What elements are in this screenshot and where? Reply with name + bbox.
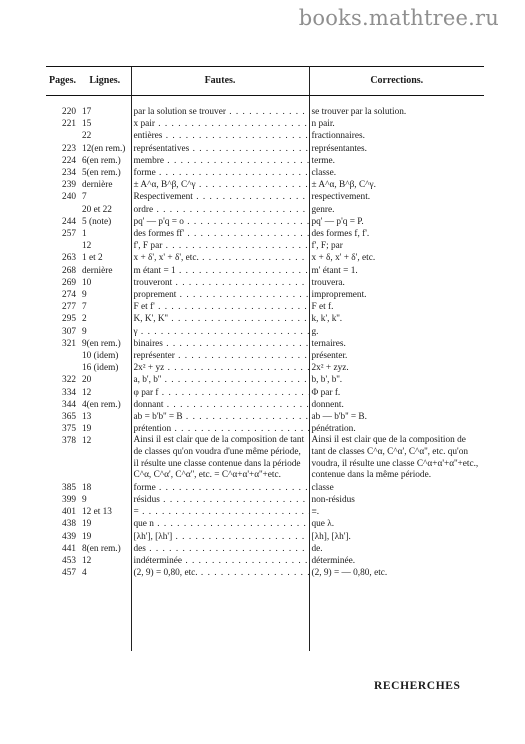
page-number: 441 — [62, 543, 76, 554]
page-number: 378 — [62, 436, 76, 447]
page-number: 224 — [62, 155, 76, 166]
header-faults: Fautes. — [131, 67, 309, 96]
fault-text: a, b', b'' — [133, 375, 162, 386]
fault-text: x + δ', x' + δ', etc. — [133, 253, 199, 264]
errata-row — [46, 277, 484, 289]
line-number: 15 — [82, 119, 92, 130]
line-number: 13 — [82, 412, 92, 423]
line-number: 20 — [82, 375, 92, 386]
errata-row — [46, 362, 484, 374]
errata-row — [46, 240, 484, 252]
line-number: 10 (idem) — [82, 351, 119, 362]
errata-row — [46, 411, 484, 423]
page-number: 223 — [62, 143, 76, 154]
page-number: 399 — [62, 495, 76, 506]
correction-text: pénétration. — [311, 424, 356, 435]
page-number: 277 — [62, 302, 76, 313]
correction-text: improprement. — [311, 290, 367, 301]
correction-text: ± A^α, B^β, C^γ. — [311, 180, 376, 191]
errata-row — [46, 482, 484, 494]
line-number: 2 — [82, 314, 87, 325]
page-number: 257 — [62, 229, 76, 240]
errata-row — [46, 506, 484, 518]
page-number: 263 — [62, 253, 76, 264]
line-number: 7 — [82, 192, 87, 203]
line-number: 9 — [82, 326, 87, 337]
errata-row — [46, 350, 484, 362]
correction-text: pq' — p'q = P. — [311, 216, 364, 227]
correction-text: k, k', k''. — [311, 314, 343, 325]
fault-text: F et f' — [133, 302, 155, 313]
fault-text: résidus — [133, 495, 160, 506]
correction-text: b, b', b''. — [311, 375, 343, 386]
correction-text: classe. — [311, 168, 337, 179]
line-number: 8(en rem.) — [82, 543, 121, 554]
fault-text: γ — [133, 326, 138, 337]
correction-text: genre. — [311, 204, 335, 215]
fault-text: (2, 9) = 0,80, etc. — [133, 568, 198, 579]
correction-text: [λh], [λh']. — [311, 531, 351, 542]
errata-row — [46, 143, 484, 155]
line-number: 5 (note) — [82, 216, 112, 227]
correction-text: des formes f, f'. — [311, 229, 370, 240]
fault-text: donnant — [133, 399, 164, 410]
line-number: 17 — [82, 107, 92, 117]
errata-row — [46, 228, 484, 240]
correction-text: se trouver par la solution. — [311, 107, 407, 117]
line-number: 7 — [82, 302, 87, 313]
line-number: 20 et 22 — [82, 204, 112, 215]
fault-text: φ par f — [133, 387, 159, 398]
page-number: 457 — [62, 568, 76, 579]
line-number: 9 — [82, 290, 87, 301]
page-number: 401 — [62, 507, 76, 518]
page-number: 307 — [62, 326, 76, 337]
line-number: dernière — [82, 265, 113, 276]
fault-text: entières — [133, 131, 163, 142]
correction-text: f', F; par — [311, 241, 343, 252]
correction-text: de. — [311, 543, 323, 554]
line-number: 4(en rem.) — [82, 399, 121, 410]
fault-text: Respectivement — [133, 192, 193, 203]
page-number: 274 — [62, 290, 76, 301]
page-number: 453 — [62, 556, 76, 567]
page-number: 295 — [62, 314, 76, 325]
fault-text: indéterminée — [133, 556, 183, 567]
errata-row — [46, 399, 484, 411]
errata-row — [46, 555, 484, 567]
fault-text: 2x² + yz — [133, 363, 165, 374]
errata-row — [46, 130, 484, 142]
errata-row — [46, 155, 484, 167]
page-number: 439 — [62, 531, 76, 542]
correction-text: respectivement. — [311, 192, 371, 203]
line-number: 12 — [82, 387, 92, 398]
line-number: 12 — [82, 436, 92, 447]
errata-row — [46, 374, 484, 386]
correction-text: ternaires. — [311, 338, 346, 349]
page-number: 322 — [62, 375, 76, 386]
correction-text: trouvera. — [311, 277, 345, 288]
errata-row — [46, 179, 484, 191]
fault-text: = — [133, 507, 139, 518]
page-number: 221 — [62, 119, 76, 130]
errata-row — [46, 252, 484, 264]
header-corrections: Corrections. — [309, 67, 484, 96]
fault-text: forme — [133, 168, 156, 179]
errata-row — [46, 191, 484, 203]
correction-text: Ainsi il est clair que de la composition de tant de classes C^α, C^α', C^α'', etc. qu'on voudra, il résulte une classe C^α+α'+α''+etc., contenue dans la même période. — [311, 435, 479, 481]
line-number: 18 — [82, 482, 92, 493]
correction-text: fractionnaires. — [311, 131, 365, 142]
correction-text: présenter. — [311, 351, 348, 362]
page-number: 375 — [62, 424, 76, 435]
fault-text: membre — [133, 155, 164, 166]
page-number: 240 — [62, 192, 76, 203]
header-pages: Pages. — [46, 67, 79, 96]
line-number: 12 — [82, 556, 92, 567]
line-number: 19 — [82, 531, 92, 542]
errata-row — [46, 96, 484, 119]
correction-text: 2x² + zyz. — [311, 363, 349, 374]
fault-text: [λh'], [λh'] — [133, 531, 173, 542]
fault-text: pq' — p'q = o — [133, 216, 184, 227]
line-number: 9(en rem.) — [82, 338, 121, 349]
page-number: 334 — [62, 387, 76, 398]
errata-row — [46, 301, 484, 313]
fault-text: x pair — [133, 119, 155, 130]
correction-text: n pair. — [311, 119, 335, 130]
watermark: books.mathtree.ru — [298, 6, 499, 30]
errata-row — [46, 423, 484, 435]
correction-text: F et f. — [311, 302, 334, 313]
errata-row — [46, 494, 484, 506]
line-number: 12(en rem.) — [82, 143, 126, 154]
header-lines: Lignes. — [79, 67, 131, 96]
fault-text: ab = b'b'' = B — [133, 412, 183, 423]
errata-row — [46, 216, 484, 228]
page-number: 321 — [62, 338, 76, 349]
correction-text: m' étant = 1. — [311, 265, 358, 276]
correction-text: (2, 9) = — 0,80, etc. — [311, 568, 388, 579]
correction-text: non-résidus — [311, 495, 355, 506]
page-number: 220 — [62, 107, 76, 117]
correction-text: ab — b'b'' = B. — [311, 412, 367, 423]
errata-row — [46, 543, 484, 555]
page-number: 239 — [62, 180, 76, 191]
fault-text: m étant = 1 — [133, 265, 176, 276]
line-number: 1 et 2 — [82, 253, 103, 264]
fault-text: trouveront — [133, 277, 173, 288]
fault-text: prétention — [133, 424, 172, 435]
correction-text: déterminée. — [311, 556, 356, 567]
line-number: 12 — [82, 241, 92, 252]
line-number: 1 — [82, 229, 87, 240]
fault-text: des formes ff' — [133, 229, 185, 240]
errata-row — [46, 204, 484, 216]
page-number: 234 — [62, 168, 76, 179]
line-number: 6(en rem.) — [82, 155, 121, 166]
correction-text: donnent. — [311, 399, 344, 410]
line-number: 9 — [82, 495, 87, 506]
fault-text: Ainsi il est clair que de la composition de tant de classes qu'on voudra d'une même période, il résulte une classe contenue dans la période C^α, C^α', C^α'', etc. = C^α+α'+α''+etc. — [133, 435, 305, 481]
correction-text: classe — [311, 482, 334, 493]
page-number: 385 — [62, 482, 76, 493]
errata-row — [46, 118, 484, 130]
page-number: 365 — [62, 412, 76, 423]
line-number: 19 — [82, 519, 92, 530]
page-number: 244 — [62, 216, 76, 227]
fault-text: des — [133, 543, 146, 554]
errata-row — [46, 567, 484, 651]
fault-text: K, K', K'' — [133, 314, 168, 325]
fault-text: ± A^α, B^β, C^γ — [133, 180, 196, 191]
errata-row — [46, 387, 484, 399]
line-number: 12 et 13 — [82, 507, 112, 518]
correction-text: Φ par f. — [311, 387, 341, 398]
fault-text: f', F par — [133, 241, 163, 252]
line-number: 22 — [82, 131, 92, 142]
fault-text: par la solution se trouver — [133, 107, 226, 117]
fault-text: forme — [133, 482, 156, 493]
line-number: 16 (idem) — [82, 363, 119, 374]
line-number: 19 — [82, 424, 92, 435]
page-number: 344 — [62, 399, 76, 410]
errata-row — [46, 289, 484, 301]
fault-text: ordre — [133, 204, 154, 215]
errata-row — [46, 518, 484, 530]
line-number: dernière — [82, 180, 113, 191]
running-title: RECHERCHES — [374, 680, 461, 692]
correction-text: ≡. — [311, 507, 320, 518]
errata-row — [46, 531, 484, 543]
page-number: 438 — [62, 519, 76, 530]
line-number: 10 — [82, 277, 92, 288]
errata-table — [46, 66, 484, 651]
header-row — [46, 67, 484, 96]
line-number: 5(en rem.) — [82, 168, 121, 179]
errata-row — [46, 265, 484, 277]
correction-text: terme. — [311, 155, 335, 166]
page-number: 268 — [62, 265, 76, 276]
errata-row — [46, 435, 484, 481]
fault-text: proprement — [133, 290, 177, 301]
errata-row — [46, 326, 484, 338]
correction-text: représentantes. — [311, 143, 367, 154]
errata-row — [46, 313, 484, 325]
fault-text: binaires — [133, 338, 163, 349]
fault-text: représentatives — [133, 143, 190, 154]
errata-row — [46, 167, 484, 179]
errata-row — [46, 338, 484, 350]
page-number: 269 — [62, 277, 76, 288]
correction-text: x + δ, x' + δ', etc. — [311, 253, 376, 264]
line-number: 4 — [82, 568, 87, 579]
fault-text: que n — [133, 519, 154, 530]
correction-text: que λ. — [311, 519, 335, 530]
fault-text: représenter — [133, 351, 175, 362]
correction-text: g. — [311, 326, 319, 337]
